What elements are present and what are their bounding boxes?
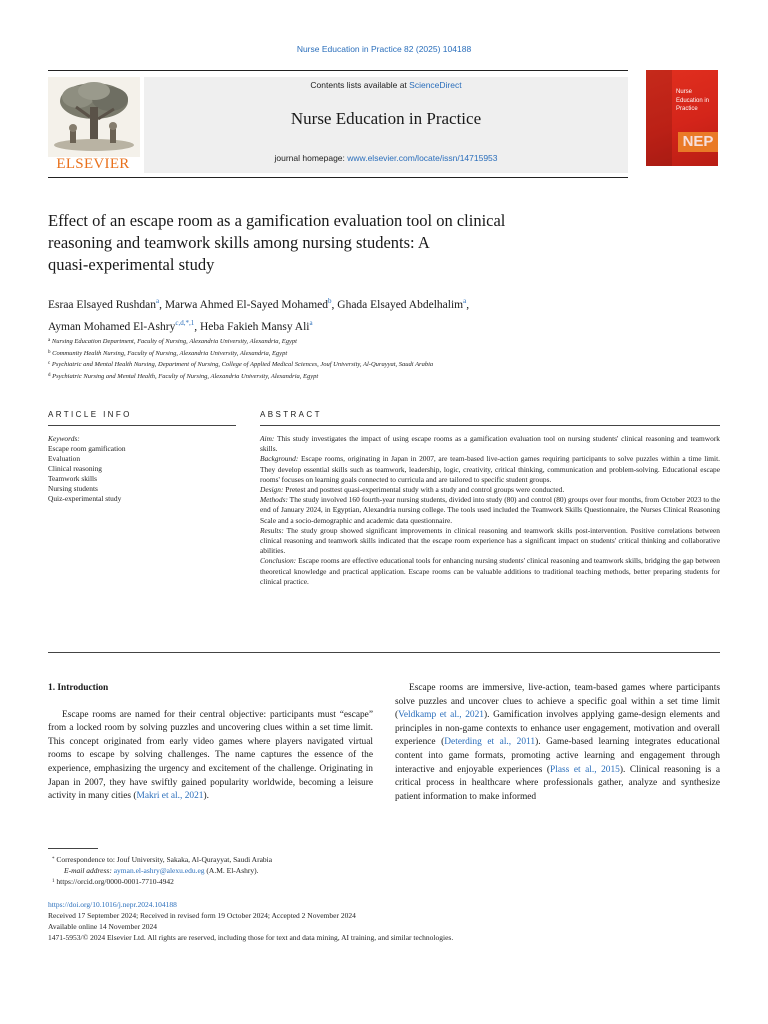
author-separator: , (194, 321, 200, 333)
keyword-item: Nursing students (48, 484, 98, 493)
cover-line-2: Education in (676, 97, 710, 104)
abstract-heading: ABSTRACT (260, 410, 322, 419)
abstract-section-label: Background: (260, 454, 299, 464)
abstract-section-label: Conclusion: (260, 556, 297, 566)
body-column-left (48, 682, 373, 804)
footnote-mark: 1 (52, 879, 55, 884)
abstract-divider (260, 425, 720, 426)
abstract-section-text: This study investigates the impact of using escape rooms as a gamification evaluation tool on nursing students' clinical reasoning and teamwork skills. (260, 434, 720, 454)
footnote-text: (A.M. El-Ashry). (204, 866, 259, 875)
abstract-section-text: The study involved 160 fourth-year nursing students, divided into study (80) and control (80) groups over four months, from October 2023 to the end of January 2024, in Egyptian, Alexandria nursing college. The tools used included the Teamwork Skills Questionnaire, the Nurses Clinical Reasoning Scale and a socio-demographic and academic data questionnaire. (260, 495, 720, 525)
received-dates: Received 17 September 2024; Received in revised form 19 October 2024; Accepted 2 November 2024 (48, 911, 356, 920)
body-text: ). Clinical reasoning is a critical process in healthcare where professionals gather, analyze and synthesize patient information to make informed (395, 764, 721, 802)
abstract-body (260, 434, 720, 587)
sciencedirect-link[interactable]: ScienceDirect (409, 80, 462, 90)
author-affil-mark[interactable]: a (309, 319, 313, 327)
affiliation-text: Nursing Education Department, Faculty of Nursing, Alexandria University, Alexandria, Egypt (51, 338, 297, 345)
copyright-notice: 1471-5953/© 2024 Elsevier Ltd. All rights are reserved, including those for text and data mining, AI training, and similar technologies. (48, 933, 454, 942)
author-name[interactable]: Marwa Ahmed El-Sayed Mohamed (164, 299, 329, 311)
contents-line (144, 80, 628, 90)
elsevier-wordmark: ELSEVIER (56, 156, 130, 172)
citation-link[interactable]: Veldkamp et al., 2021 (398, 710, 484, 721)
abstract-section-label: Results: (260, 525, 284, 535)
keyword-item: Teamwork skills (48, 474, 97, 483)
keyword-item: Evaluation (48, 454, 81, 463)
keywords-label: Keywords: (48, 434, 80, 443)
body-paragraph (48, 709, 373, 804)
title-line-3: quasi-experimental study (48, 255, 215, 274)
author-separator: , (331, 299, 338, 311)
cover-badge: NEP (678, 132, 718, 152)
article-info-divider (48, 425, 236, 426)
abstract-bottom-divider (48, 652, 720, 653)
abstract-section-label: Design: (260, 485, 284, 495)
citation-link[interactable]: Deterding et al., 2011 (444, 737, 536, 748)
cover-title (676, 88, 716, 114)
body-column-right (395, 682, 720, 804)
contents-prefix: Contents lists available at (310, 80, 410, 90)
affiliation-item (48, 336, 728, 348)
footnote-mark: * (52, 857, 55, 862)
masthead-info-box (144, 77, 628, 173)
abstract-design (260, 485, 720, 495)
affiliation-text: Psychiatric Nursing and Mental Health, Faculty of Nursing, Alexandria University, Alexandria, Egypt (52, 372, 319, 380)
section-heading-introduction: 1. Introduction (48, 683, 109, 693)
online-date: Available online 14 November 2024 (48, 922, 157, 931)
author-name[interactable]: Heba Fakieh Mansy Ali (199, 321, 310, 333)
keywords-block (48, 434, 236, 504)
body-text: Escape rooms are immersive, live-action, team-based games where participants solve puzzles and uncover clues to achieve a specific goal within a set time limit ( (395, 683, 720, 721)
footnote-text: Correspondence to: Jouf University, Sakaka, Al-Qurayyat, Saudi Arabia (54, 855, 273, 864)
keyword-item: Quiz-experimental study (48, 494, 122, 503)
author-name[interactable]: Ghada Elsayed Abdelhalim (337, 299, 464, 311)
cover-line-3: Practice (676, 106, 698, 112)
body-text: Escape rooms are named for their central objective: participants must “escape” from a locked room by solving puzzles and uncovering clues within a set time limit. This concept originated from early video games where players navigated virtual rooms to escape by solving challenges. The name captures the essence of the experience, emphasizing the urgency and excitement of the challenge. Originating in Japan in 2007, they have swiftly gained popularity worldwide, becoming a leisure activity in many cities ( (48, 709, 373, 802)
affiliation-list (48, 336, 728, 382)
abstract-methods (260, 495, 720, 526)
abstract-background (260, 454, 720, 485)
keyword-item: Escape room gamification (48, 444, 126, 453)
footnote-divider (48, 848, 98, 849)
journal-title: Nurse Education in Practice (290, 109, 482, 128)
abstract-section-text: Escape rooms are effective educational tools for enhancing nursing students' clinical reasoning and teamwork skills, bridging the gap between theoretical knowledge and practical application. Escape rooms can be valuable additions to traditional teaching methods, better preparing students for clinical practice. (260, 556, 720, 586)
journal-cover-thumbnail[interactable] (646, 70, 718, 166)
homepage-prefix: journal homepage: (274, 153, 348, 163)
abstract-aim (260, 434, 720, 454)
citation-link[interactable]: Makri et al., 2021 (136, 791, 204, 802)
author-list (48, 292, 728, 336)
doi-link[interactable]: https://doi.org/10.1016/j.nepr.2024.104188 (48, 900, 177, 909)
journal-reference-link[interactable]: Nurse Education in Practice 82 (2025) 104188 (296, 44, 472, 54)
affiliation-mark: d (48, 372, 51, 378)
footnotes (52, 854, 452, 887)
affiliation-mark: a (48, 338, 51, 343)
affiliation-item (48, 348, 728, 360)
title-line-1: Effect of an escape room as a gamification evaluation tool on clinical (48, 211, 506, 230)
elsevier-tree-icon (48, 77, 140, 157)
author-affil-mark[interactable]: a (155, 297, 160, 305)
correspondence-note (52, 854, 452, 865)
author-name[interactable]: Esraa Elsayed Rushdan (48, 299, 156, 311)
body-text: ). Game-based learning integrates educational content into game formats, promoting active learning and engagement through interactive and enjoyable experiences ( (395, 737, 721, 775)
email-note (52, 865, 452, 876)
orcid-note (52, 876, 452, 887)
article-info-heading: ARTICLE INFO (48, 410, 132, 419)
affiliation-text: Psychiatric and Mental Health Nursing, Department of Nursing, College of Applied Medical Sciences, Jouf University, Al-Qurayyat, Saudi Arabia (51, 361, 434, 368)
abstract-section-text: Escape rooms, originating in Japan in 2007, are team-based live-action games requiring participants to solve puzzles within a time limit. They develop essential skills such as teamwork, leadership, logic, creativity, critical thinking, communication and problem-solving. Educational escape rooms' focuses on learning goals connected to curricula and are tailored to specific student groups. (260, 454, 720, 484)
journal-masthead (48, 70, 628, 178)
email-label: E-mail address: (64, 866, 112, 875)
author-affil-mark[interactable]: c,d,*,1 (175, 319, 195, 327)
publication-info (48, 899, 728, 943)
affiliation-item (48, 371, 728, 383)
abstract-section-label: Aim: (260, 434, 275, 443)
affiliation-item (48, 359, 728, 371)
affiliation-mark: c (48, 361, 51, 366)
article-title (48, 210, 628, 276)
orcid-text[interactable]: https://orcid.org/0000-0001-7710-4942 (54, 877, 174, 886)
cover-strip (646, 70, 672, 166)
homepage-line (144, 153, 628, 163)
affiliation-mark: b (48, 349, 51, 355)
body-paragraph (395, 682, 720, 804)
elsevier-logo[interactable] (48, 77, 140, 173)
cover-line-1: Nurse (676, 89, 693, 95)
abstract-section-text: Pretest and posttest quasi-experimental study with a study and control groups were conducted. (283, 485, 565, 495)
citation-link[interactable]: Plass et al., 2015 (550, 764, 620, 775)
email-link[interactable]: ayman.el-ashry@alexu.edu.eg (113, 866, 205, 875)
abstract-results (260, 526, 720, 557)
body-text: ). Gamification involves applying game-design elements and principles in non-game contexts to enhance user engagement, motivation and overall experience ( (395, 710, 720, 748)
author-affil-mark[interactable]: a (463, 297, 467, 305)
author-separator: , (466, 299, 470, 311)
author-affil-mark[interactable]: b (328, 297, 332, 305)
affiliation-text: Community Health Nursing, Faculty of Nursing, Alexandria University, Alexandria, Egypt (52, 349, 288, 357)
keyword-item: Clinical reasoning (48, 464, 102, 473)
author-name[interactable]: Ayman Mohamed El-Ashry (48, 321, 176, 333)
journal-homepage-link[interactable]: www.elsevier.com/locate/issn/14715953 (347, 153, 498, 163)
body-text: ). (203, 791, 209, 802)
abstract-section-label: Methods: (260, 495, 288, 505)
title-line-2: reasoning and teamwork skills among nursing students: A (48, 233, 430, 252)
abstract-section-text: The study group showed significant improvements in clinical reasoning and teamwork skills post-intervention. Positive correlations between clinical reasoning and teamwork skills indicated that the escape room experience has a significant impact on students' critical thinking and collaborative abilities. (260, 525, 720, 556)
author-separator: , (159, 299, 165, 311)
abstract-conclusion (260, 556, 720, 587)
